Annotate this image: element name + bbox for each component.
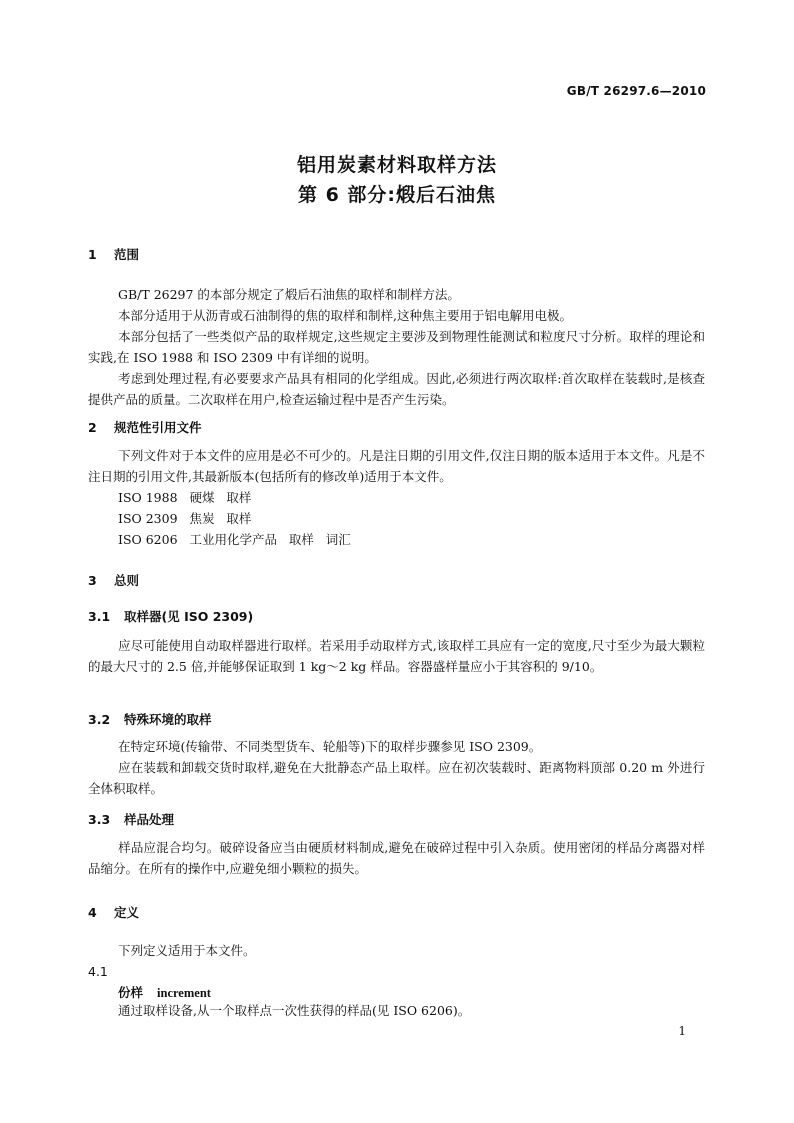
paragraph: 本部分适用于从沥青或石油制得的焦的取样和制样,这种焦主要用于铝电解用电极。 <box>118 308 572 323</box>
section-title: 定义 <box>114 905 140 920</box>
section-number: 4 <box>88 905 97 920</box>
page-number: 1 <box>678 1024 686 1038</box>
paragraph: 样品应混合均匀。破碎设备应当由硬质材料制成,避免在破碎过程中引入杂质。使用密闭的样品分离器对样品缩分。在所有的操作中,应避免细小颗粒的损失。 <box>88 840 705 876</box>
reference-item: ISO 6206 工业用化学产品 取样 词汇 <box>118 532 351 547</box>
standard-code: GB/T 26297.6—2010 <box>566 84 706 98</box>
section-number: 3.3 <box>88 812 111 827</box>
section-3-heading <box>88 571 139 589</box>
section-number: 3 <box>88 573 97 588</box>
section-number: 3.1 <box>88 609 111 624</box>
section-number: 3.2 <box>88 712 111 727</box>
term-definition: 通过取样设备,从一个取样点一次性获得的样品(见 ISO 6206)。 <box>118 1003 471 1018</box>
reference-item: ISO 2309 焦炭 取样 <box>118 511 252 526</box>
paragraph: GB/T 26297 的本部分规定了煅后石油焦的取样和制样方法。 <box>118 287 460 302</box>
section-4-heading <box>88 903 139 921</box>
paragraph: 下列定义适用于本文件。 <box>118 943 256 958</box>
section-number: 4.1 <box>88 964 108 979</box>
paragraph: 本部分包括了一些类似产品的取样规定,这些规定主要涉及到物理性能测试和粒度尺寸分析。取样的理论和实践,在 ISO 1988 和 ISO 2309 中有详细的说明。 <box>88 329 705 365</box>
subsection-4-1-heading <box>88 964 124 979</box>
section-1-heading <box>88 245 139 263</box>
paragraph: 在特定环境(传输带、不同类型货车、轮船等)下的取样步骤参见 ISO 2309。 <box>118 739 542 754</box>
section-title: 范围 <box>114 247 140 262</box>
reference-item: ISO 1988 硬煤 取样 <box>118 490 252 505</box>
paragraph: 考虑到处理过程,有必要要求产品具有相同的化学组成。因此,必须进行两次取样:首次取样在装载时,是核查提供产品的质量。二次取样在用户,检查运输过程中是否产生污染。 <box>88 371 705 407</box>
document-subtitle: 第 6 部分:煅后石油焦 <box>297 184 497 206</box>
section-title: 总则 <box>114 573 140 588</box>
term-english: increment <box>157 986 211 1000</box>
section-title: 规范性引用文件 <box>114 420 202 435</box>
section-title: 样品处理 <box>124 812 175 827</box>
section-2-heading <box>88 418 202 436</box>
paragraph: 应在装载和卸载交货时取样,避免在大批静态产品上取样。应在初次装载时、距离物料顶部 0.20 m 外进行全体积取样。 <box>88 760 705 796</box>
paragraph: 应尽可能使用自动取样器进行取样。若采用手动取样方式,该取样工具应有一定的宽度,尺寸至少为最大颗粒的最大尺寸的 2.5 倍,并能够保证取到 1 kg～2 kg 样品。容器盛样量应小于其容积的 9/10。 <box>88 638 705 674</box>
section-title: 特殊环境的取样 <box>124 712 212 727</box>
document-title: 铝用炭素材料取样方法 <box>296 154 497 176</box>
subsection-3-1-heading <box>88 607 253 625</box>
subsection-3-2-heading <box>88 710 212 728</box>
term-entry <box>118 983 211 1001</box>
section-number: 2 <box>88 420 97 435</box>
section-number: 1 <box>88 247 97 262</box>
paragraph: 下列文件对于本文件的应用是必不可少的。凡是注日期的引用文件,仅注日期的版本适用于本文件。凡是不注日期的引用文件,其最新版本(包括所有的修改单)适用于本文件。 <box>88 448 705 484</box>
section-title: 取样器(见 ISO 2309) <box>124 609 254 624</box>
term-chinese: 份样 <box>118 985 144 1000</box>
subsection-3-3-heading <box>88 810 174 828</box>
